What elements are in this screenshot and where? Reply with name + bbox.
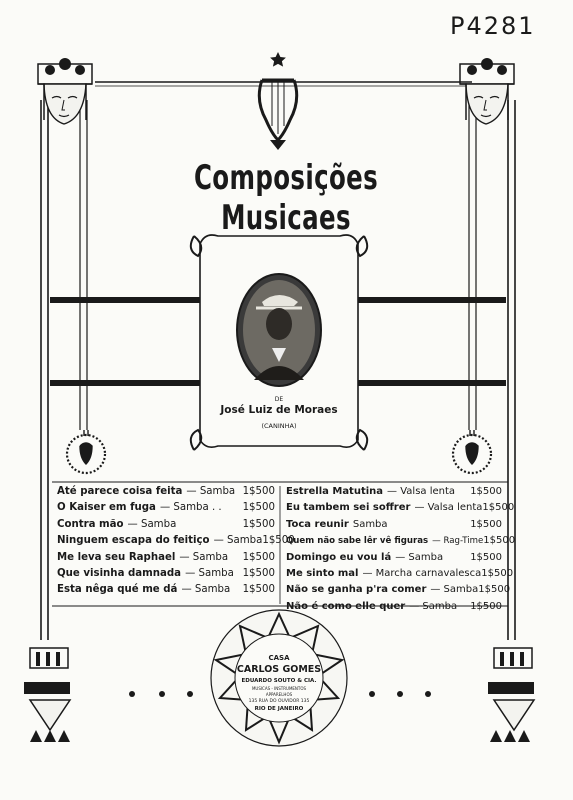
song-genre: — Samba	[395, 551, 444, 563]
song-price: 1$500	[470, 551, 502, 563]
song-title: Contra mão	[57, 518, 124, 530]
song-genre: — Samba	[185, 568, 234, 580]
song-row	[286, 517, 502, 533]
song-genre: — Samba	[430, 584, 479, 596]
catalog-number: P4281	[450, 12, 536, 40]
song-genre: — Marcha carnavalesca	[362, 568, 482, 580]
seal-address: 135 RUA DO OUVIDOR 135	[248, 699, 310, 704]
song-price: 1$500	[242, 518, 275, 530]
song-price: 1$500	[470, 518, 502, 530]
song-title: O Kaiser em fuga	[57, 502, 156, 514]
song-genre: — Valsa lenta	[387, 486, 456, 497]
composer-name: José Luiz de Moraes	[220, 404, 338, 416]
song-title: Não é como elle quer	[286, 600, 406, 612]
song-price: 1$500	[242, 486, 275, 497]
song-list-left	[57, 484, 295, 599]
song-list-right	[286, 484, 516, 615]
seal-line2: APPARELHOS	[265, 692, 293, 697]
song-genre: — Samba	[186, 486, 236, 497]
song-title: Ninguem escapa do feitiço	[57, 535, 210, 547]
song-genre: — Samba	[409, 600, 458, 612]
song-title: Que visinha damnada	[57, 568, 182, 580]
song-price: 1$500	[262, 535, 295, 547]
song-title: Não se ganha p'ra comer	[286, 584, 427, 596]
seal-name: CARLOS GOMES	[236, 664, 322, 675]
seal-city: RIO DE JANEIRO	[254, 706, 304, 712]
right-pendant-ornament	[453, 430, 491, 473]
composer-nickname: (CANINHA)	[261, 422, 297, 430]
song-price: 1$500	[481, 568, 514, 580]
song-price: 1$500	[242, 551, 275, 563]
song-title: Esta nêga qué me dá	[57, 584, 178, 596]
left-face-ornament	[38, 58, 92, 124]
song-title: Me leva seu Raphael	[57, 551, 176, 563]
song-title: Me sinto mal	[286, 568, 359, 580]
song-price: 1$500	[470, 486, 502, 497]
song-title: Quem não sabe lêr vê figuras	[286, 536, 429, 547]
song-row	[286, 566, 514, 582]
page-title: Composições Musicaes	[193, 158, 379, 238]
song-title: Eu tambem sei soffrer	[286, 502, 411, 514]
song-row	[57, 582, 275, 598]
song-row	[57, 484, 275, 500]
song-genre: — Samba . .	[159, 502, 222, 514]
right-face-ornament	[460, 58, 514, 124]
seal-casa: CASA	[268, 654, 290, 662]
song-genre: — Samba	[127, 518, 177, 530]
song-genre: — Samba	[213, 535, 263, 547]
song-genre: — Rag-Time	[432, 536, 484, 547]
song-row	[286, 484, 502, 500]
portrait-frame	[191, 235, 367, 450]
song-price: 1$500	[478, 584, 511, 596]
song-row	[57, 500, 275, 516]
song-row	[57, 533, 295, 549]
left-pendant-ornament	[67, 430, 105, 473]
song-row	[57, 517, 275, 533]
song-row	[57, 566, 275, 582]
song-price: 1$500	[470, 600, 502, 612]
song-row	[286, 550, 502, 566]
song-price: 1$500	[242, 584, 275, 596]
song-price: 1$500	[242, 502, 275, 514]
left-base-ornament	[24, 648, 70, 742]
song-price: 1$500	[242, 568, 275, 580]
song-title: Até parece coisa feita	[57, 486, 183, 497]
song-genre: — Samba	[181, 584, 231, 596]
seal-line1: MUSICAS - INSTRUMENTOS	[251, 686, 307, 691]
song-genre: Samba	[352, 518, 388, 530]
song-row	[286, 582, 511, 598]
right-base-ornament	[488, 648, 534, 742]
song-genre: — Samba	[179, 551, 229, 563]
song-genre: — Valsa lenta	[414, 502, 483, 514]
song-row	[286, 599, 502, 615]
song-price: 1$500	[483, 535, 516, 547]
song-title: Toca reunir	[286, 518, 349, 530]
song-price: 1$500	[482, 502, 515, 514]
song-title: Estrella Matutina	[286, 486, 384, 497]
composer-by-label: DE	[274, 396, 284, 403]
lyre-ornament	[259, 52, 296, 150]
song-title: Domingo eu vou lá	[286, 551, 392, 563]
song-row	[57, 550, 275, 566]
seal-owner: EDUARDO SOUTO & CIA.	[241, 678, 317, 684]
song-row	[286, 500, 515, 516]
song-row	[286, 533, 516, 549]
